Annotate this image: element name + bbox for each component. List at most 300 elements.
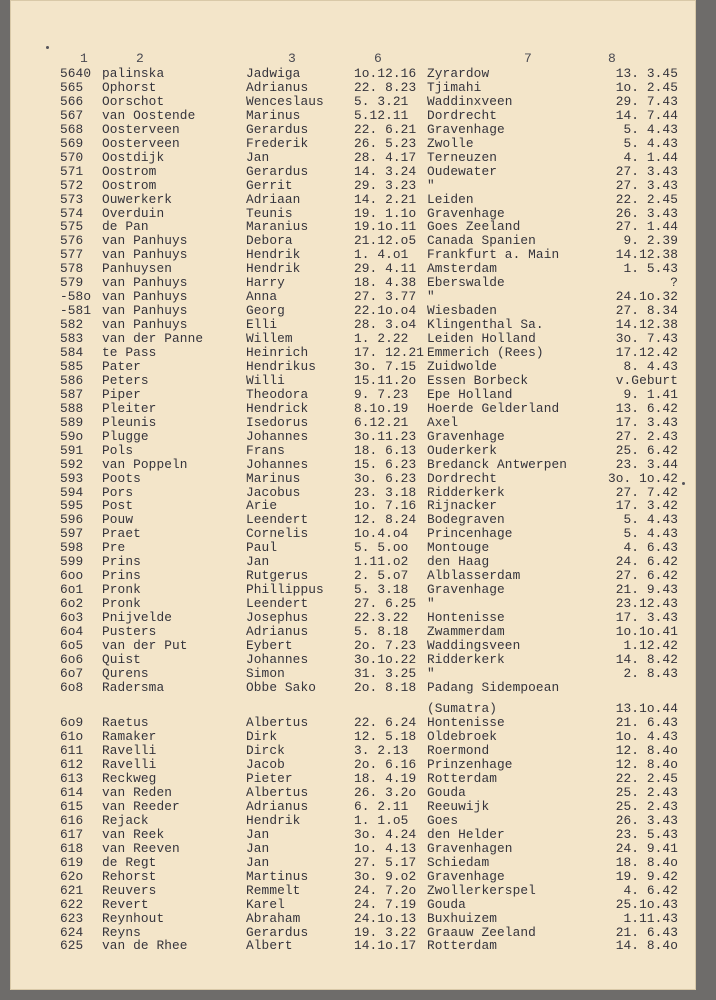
birth-place: ": [427, 665, 435, 681]
surname: Pols: [102, 442, 134, 458]
first-name: Josephus: [246, 610, 309, 626]
row-number: 6o5: [60, 637, 84, 653]
surname: Quist: [102, 651, 141, 667]
row-number: 6o7: [60, 665, 84, 681]
row-number: -581: [60, 303, 92, 319]
birth-date: 22.3.22: [354, 610, 409, 626]
surname: Overduin: [102, 205, 165, 221]
first-name: Hendrick: [246, 400, 309, 416]
row-number: 62o: [60, 868, 84, 884]
birth-date: 14. 3.24: [354, 163, 417, 179]
entry-date: 21. 6.43: [615, 924, 678, 940]
column-header-8: 8: [608, 51, 616, 66]
column-header-7: 7: [524, 51, 532, 66]
birth-place: Emmerich (Rees): [427, 345, 544, 360]
birth-date: 6. 2.11: [354, 798, 409, 814]
row-number: 595: [60, 498, 84, 514]
first-name: Rutgerus: [246, 568, 309, 584]
birth-date: 5. 5.oo: [354, 540, 409, 556]
birth-place: Terneuzen: [427, 149, 498, 165]
birth-place: Gravenhagen: [427, 840, 513, 856]
row-number: 6o2: [60, 596, 84, 612]
entry-date: 24.1o.32: [615, 289, 678, 305]
birth-date: 2. 5.o7: [354, 568, 409, 584]
first-name: Harry: [246, 275, 285, 291]
first-name: Hendrik: [246, 812, 301, 828]
entry-date: 21. 9.43: [615, 582, 678, 598]
first-name: Pieter: [246, 771, 293, 787]
row-number: 613: [60, 771, 84, 787]
entry-date: 1. 5.43: [623, 261, 678, 277]
entry-date: 14. 7.44: [615, 107, 678, 123]
first-name: Elli: [246, 317, 278, 333]
entry-date: 27. 1.44: [615, 219, 678, 235]
document-page: [10, 0, 696, 990]
row-number: 575: [60, 219, 84, 235]
first-name: Marinus: [246, 107, 301, 123]
first-name: Willem: [246, 331, 293, 347]
first-name: Remmelt: [246, 882, 301, 898]
birth-place: Gravenhage: [427, 582, 505, 598]
entry-date: 1.12.42: [623, 637, 678, 653]
surname: Raetus: [102, 715, 149, 731]
first-name: Teunis: [246, 205, 293, 221]
row-number: 569: [60, 135, 84, 151]
row-number: 621: [60, 882, 84, 898]
row-number: 594: [60, 484, 84, 500]
birth-place: ": [427, 596, 435, 612]
birth-place: Alblasserdam: [427, 568, 521, 584]
entry-date: 26. 3.43: [615, 812, 678, 828]
row-number: 567: [60, 107, 84, 123]
birth-place: Waddinxveen: [427, 93, 513, 109]
birth-place: Gravenhage: [427, 428, 505, 444]
birth-date: 1. 4.o1: [354, 247, 409, 263]
birth-date: 1o.12.16: [354, 66, 417, 81]
entry-date: 3o. 7.43: [615, 331, 678, 347]
entry-date: 4. 1.44: [623, 149, 678, 165]
first-name: Jan: [246, 826, 270, 842]
row-number: 5640: [60, 66, 92, 81]
birth-place: Oudewater: [427, 163, 498, 179]
birth-date: 19. 3.22: [354, 924, 417, 940]
birth-date: 1.11.o2: [354, 554, 409, 570]
row-number: 566: [60, 93, 84, 109]
birth-place: Zwollerkerspel: [427, 882, 536, 898]
birth-date: 3o. 6.23: [354, 470, 417, 486]
birth-place: Goes: [427, 812, 459, 828]
first-name: Dirk: [246, 729, 278, 745]
birth-date: 1o. 7.16: [354, 498, 417, 514]
entry-date: 21. 6.43: [615, 715, 678, 731]
entry-date: 14.12.38: [615, 247, 678, 263]
surname: te Pass: [102, 345, 157, 360]
entry-date: 9. 1.41: [623, 386, 678, 402]
entry-date: 22. 2.45: [615, 771, 678, 787]
surname: Oosterveen: [102, 121, 180, 137]
birth-date: 3o. 4.24: [354, 826, 417, 842]
first-name: Willi: [246, 372, 285, 388]
birth-date: 14.1o.17: [354, 938, 417, 954]
entry-date: v.Geburt: [615, 372, 678, 388]
birth-date: 31. 3.25: [354, 665, 417, 681]
birth-place: Hoerde Gelderland: [427, 400, 560, 416]
birth-place: Zwammerdam: [427, 624, 505, 639]
entry-date: 25. 2.43: [615, 798, 678, 814]
row-number: 623: [60, 910, 84, 926]
entry-date: 27. 3.43: [615, 163, 678, 179]
birth-date: 2o. 6.16: [354, 757, 417, 773]
birth-date: 1o.4.o4: [354, 526, 409, 542]
first-name: Wenceslaus: [246, 93, 324, 109]
birth-date: 5. 3.18: [354, 582, 409, 598]
first-name: Eybert: [246, 637, 293, 653]
row-number: 599: [60, 554, 84, 570]
surname: van Panhuys: [102, 289, 188, 305]
birth-date: 26. 3.2o: [354, 785, 417, 800]
row-number: 624: [60, 924, 84, 940]
birth-place: Dordrecht: [427, 470, 498, 486]
first-name: Frederik: [246, 135, 309, 151]
birth-place: Schiedam: [427, 854, 490, 870]
entry-date: 2. 8.43: [623, 665, 678, 681]
row-number: 571: [60, 163, 84, 179]
surname: van Oostende: [102, 107, 196, 123]
surname: Reuvers: [102, 882, 157, 898]
birth-place: Oldebroek: [427, 729, 498, 745]
entry-date: 12. 8.4o: [615, 757, 678, 773]
birth-place: Ridderkerk: [427, 484, 505, 500]
row-number: 6o8: [60, 679, 84, 695]
row-number: 593: [60, 470, 84, 486]
row-number: 61o: [60, 729, 84, 745]
first-name: Anna: [246, 289, 278, 305]
surname: palinska: [102, 66, 165, 81]
punch-dot: [682, 482, 685, 485]
surname: de Pan: [102, 219, 149, 235]
row-number: 616: [60, 812, 84, 828]
surname: Reckweg: [102, 771, 157, 787]
birth-place: Gouda: [427, 785, 466, 800]
birth-place: Canada Spanien: [427, 233, 536, 249]
birth-date: 24. 7.19: [354, 896, 417, 912]
birth-date: 12. 8.24: [354, 512, 417, 528]
entry-date: 17. 3.42: [615, 498, 678, 514]
entry-date: 25. 6.42: [615, 442, 678, 458]
birth-place: Leiden: [427, 191, 474, 207]
birth-date: 28. 4.17: [354, 149, 417, 165]
first-name: Paul: [246, 540, 278, 556]
row-number: 6oo: [60, 568, 84, 584]
birth-date: 17. 12.21: [354, 345, 425, 360]
first-name: Abraham: [246, 910, 301, 926]
first-name: Arie: [246, 498, 278, 514]
surname: Pre: [102, 540, 126, 556]
row-number: 578: [60, 261, 84, 277]
first-name: Jan: [246, 854, 270, 870]
first-name: Dirck: [246, 743, 285, 759]
first-name: Gerardus: [246, 163, 309, 179]
birth-place: ": [427, 177, 435, 193]
first-name: Debora: [246, 233, 293, 249]
first-name: Jan: [246, 840, 270, 856]
row-number: 589: [60, 414, 84, 430]
birth-date: 18. 4.38: [354, 275, 417, 291]
birth-date: 8.1o.19: [354, 400, 409, 416]
punch-dot: [46, 46, 49, 49]
birth-date: 3o.1o.22: [354, 651, 417, 667]
birth-date: 18. 6.13: [354, 442, 417, 458]
birth-date: 29. 4.11: [354, 261, 417, 277]
column-header-3: 3: [288, 51, 296, 66]
row-number: 6o9: [60, 715, 84, 731]
surname: Reyns: [102, 924, 141, 940]
entry-date: 23. 5.43: [615, 826, 678, 842]
surname: van Poppeln: [102, 456, 188, 472]
birth-date: 1. 1.o5: [354, 812, 409, 828]
birth-date: 1. 2.22: [354, 331, 409, 347]
surname: Pleiter: [102, 400, 157, 416]
surname: van Reek: [102, 826, 165, 842]
birth-date: 27. 5.17: [354, 854, 417, 870]
birth-place: Klingenthal Sa.: [427, 317, 544, 333]
first-name: Johannes: [246, 651, 309, 667]
surname: Pater: [102, 358, 141, 374]
surname: de Regt: [102, 854, 157, 870]
row-number: 619: [60, 854, 84, 870]
row-number: 574: [60, 205, 84, 221]
surname: van Panhuys: [102, 303, 188, 319]
entry-date: 13. 6.42: [615, 400, 678, 416]
first-name: Albertus: [246, 785, 309, 800]
first-name: Phillippus: [246, 582, 324, 598]
entry-date: 8. 4.43: [623, 358, 678, 374]
first-name: Hendrik: [246, 261, 301, 277]
entry-date: 14.12.38: [615, 317, 678, 333]
birth-date: 22. 6.24: [354, 715, 417, 731]
column-header-1: 1: [80, 51, 88, 66]
surname: van Reeder: [102, 798, 180, 814]
surname: van der Panne: [102, 331, 204, 347]
row-number: 572: [60, 177, 84, 193]
row-number: 586: [60, 372, 84, 388]
entry-date: 12. 8.4o: [615, 743, 678, 759]
birth-place: Tjimahi: [427, 79, 482, 95]
row-number: 617: [60, 826, 84, 842]
birth-date: 6.12.21: [354, 414, 409, 430]
birth-date: 3o. 7.15: [354, 358, 417, 374]
first-name: Simon: [246, 665, 285, 681]
surname: Pors: [102, 484, 134, 500]
birth-place: Rijnacker: [427, 498, 498, 514]
birth-place: Axel: [427, 414, 459, 430]
first-name: Jan: [246, 554, 270, 570]
first-name: Leendert: [246, 596, 309, 612]
birth-place: Montouge: [427, 540, 490, 556]
entry-date: 22. 2.45: [615, 191, 678, 207]
row-number: 612: [60, 757, 84, 773]
entry-date: 4. 6.43: [623, 540, 678, 556]
surname: Prins: [102, 568, 141, 584]
row-number: 611: [60, 743, 84, 759]
first-name: Jacobus: [246, 484, 301, 500]
first-name: Johannes: [246, 456, 309, 472]
birth-place: Gravenhage: [427, 868, 505, 884]
row-number: 6o3: [60, 610, 84, 626]
birth-place: Prinzenhage: [427, 757, 513, 773]
birth-date: 19.1o.11: [354, 219, 417, 235]
birth-date: 24.1o.13: [354, 910, 417, 926]
surname: Poots: [102, 470, 141, 486]
row-number: 597: [60, 526, 84, 542]
entry-date: 27. 7.42: [615, 484, 678, 500]
birth-place: ": [427, 289, 435, 305]
birth-place: Buxhuizem: [427, 910, 498, 926]
surname: van de Rhee: [102, 938, 188, 954]
entry-date: 27. 2.43: [615, 428, 678, 444]
first-name: Jan: [246, 149, 270, 165]
birth-place: Princenhage: [427, 526, 513, 542]
birth-place: Rotterdam: [427, 771, 498, 787]
birth-date: 27. 3.77: [354, 289, 417, 305]
row-number: 622: [60, 896, 84, 912]
surname: Praet: [102, 526, 141, 542]
row-number: 596: [60, 512, 84, 528]
surname: Pronk: [102, 582, 141, 598]
birth-date: 18. 4.19: [354, 771, 417, 787]
entry-date: 1.11.43: [623, 910, 678, 926]
birth-place: Amsterdam: [427, 261, 498, 277]
first-name: Adriaan: [246, 191, 301, 207]
first-name: Theodora: [246, 386, 309, 402]
birth-date: 3o.11.23: [354, 428, 417, 444]
birth-place: Essen Borbeck: [427, 372, 529, 388]
birth-place: Gravenhage: [427, 121, 505, 137]
first-name: Albert: [246, 938, 293, 954]
birth-date: 29. 3.23: [354, 177, 417, 193]
first-name: Albertus: [246, 715, 309, 731]
entry-date: 5. 4.43: [623, 121, 678, 137]
birth-date: 5. 3.21: [354, 93, 409, 109]
surname: Prins: [102, 554, 141, 570]
birth-place: Zwolle: [427, 135, 474, 151]
birth-place: Ridderkerk: [427, 651, 505, 667]
birth-place: Eberswalde: [427, 275, 505, 291]
row-number: 59o: [60, 428, 84, 444]
entry-date: 1o. 4.43: [615, 729, 678, 745]
birth-place: Frankfurt a. Main: [427, 247, 560, 263]
entry-date: 25.1o.43: [615, 896, 678, 912]
row-number: 577: [60, 247, 84, 263]
birth-date: 2o. 8.18: [354, 679, 417, 695]
entry-date: 17. 3.43: [615, 414, 678, 430]
birth-place: Bredanck Antwerpen: [427, 456, 568, 472]
entry-date: 23. 3.44: [615, 456, 678, 472]
row-number: 598: [60, 540, 84, 556]
row-number: 568: [60, 121, 84, 137]
entry-date: 29. 7.43: [615, 93, 678, 109]
surname: Peters: [102, 372, 149, 388]
surname: Revert: [102, 896, 149, 912]
first-name: Jadwiga: [246, 66, 301, 81]
first-name: Adrianus: [246, 624, 309, 639]
entry-date: 24. 6.42: [615, 554, 678, 570]
row-number: 565: [60, 79, 84, 95]
row-number: 576: [60, 233, 84, 249]
row-number: 587: [60, 386, 84, 402]
row-number: 615: [60, 798, 84, 814]
birth-place: Dordrecht: [427, 107, 498, 123]
surname: Rehorst: [102, 868, 157, 884]
entry-date: 1o. 2.45: [615, 79, 678, 95]
surname: van Panhuys: [102, 275, 188, 291]
row-number: 6o1: [60, 582, 84, 598]
surname: Ravelli: [102, 757, 157, 773]
first-name: Hendrik: [246, 247, 301, 263]
first-name: Adrianus: [246, 798, 309, 814]
first-name: Obbe Sako: [246, 679, 317, 695]
birth-place: Zyrardow: [427, 66, 490, 81]
first-name: Johannes: [246, 428, 309, 444]
entry-date: 1o.1o.41: [615, 624, 678, 639]
birth-place: Ouderkerk: [427, 442, 498, 458]
surname: van Panhuys: [102, 317, 188, 333]
row-number: 592: [60, 456, 84, 472]
surname: Piper: [102, 386, 141, 402]
surname: Panhuysen: [102, 261, 173, 277]
birth-place: Goes Zeeland: [427, 219, 521, 235]
first-name: Frans: [246, 442, 285, 458]
surname: Post: [102, 498, 134, 514]
first-name: Heinrich: [246, 345, 309, 360]
surname: Reynhout: [102, 910, 165, 926]
birth-place: Zuidwolde: [427, 358, 498, 374]
birth-date: 5.12.11: [354, 107, 409, 123]
birth-date: 26. 5.23: [354, 135, 417, 151]
entry-date: 18. 8.4o: [615, 854, 678, 870]
birth-place: Wiesbaden: [427, 303, 498, 319]
surname: Pouw: [102, 512, 134, 528]
entry-date: 5. 4.43: [623, 135, 678, 151]
row-number: 584: [60, 345, 84, 360]
surname: Pusters: [102, 624, 157, 639]
birth-place: den Haag: [427, 554, 490, 570]
birth-place: Waddingsveen: [427, 637, 521, 653]
surname: Ouwerkerk: [102, 191, 173, 207]
surname: Oostrom: [102, 177, 157, 193]
first-name: Gerardus: [246, 121, 309, 137]
first-name: Cornelis: [246, 526, 309, 542]
entry-date: 17.12.42: [615, 345, 678, 360]
birth-place: Reeuwijk: [427, 798, 490, 814]
surname: Radersma: [102, 679, 165, 695]
first-name: Adrianus: [246, 79, 309, 95]
first-name: Martinus: [246, 868, 309, 884]
first-name: Gerrit: [246, 177, 293, 193]
surname: Ophorst: [102, 79, 157, 95]
row-number: 582: [60, 317, 84, 333]
first-name: Jacob: [246, 757, 285, 773]
first-name: Gerardus: [246, 924, 309, 940]
birth-place: den Helder: [427, 826, 505, 842]
entry-date: 19. 9.42: [615, 868, 678, 884]
first-name: Isedorus: [246, 414, 309, 430]
birth-date: 21.12.o5: [354, 233, 417, 249]
birth-date: 5. 8.18: [354, 624, 409, 639]
row-number: 583: [60, 331, 84, 347]
surname: Pnijvelde: [102, 610, 173, 626]
entry-date: 9. 2.39: [623, 233, 678, 249]
